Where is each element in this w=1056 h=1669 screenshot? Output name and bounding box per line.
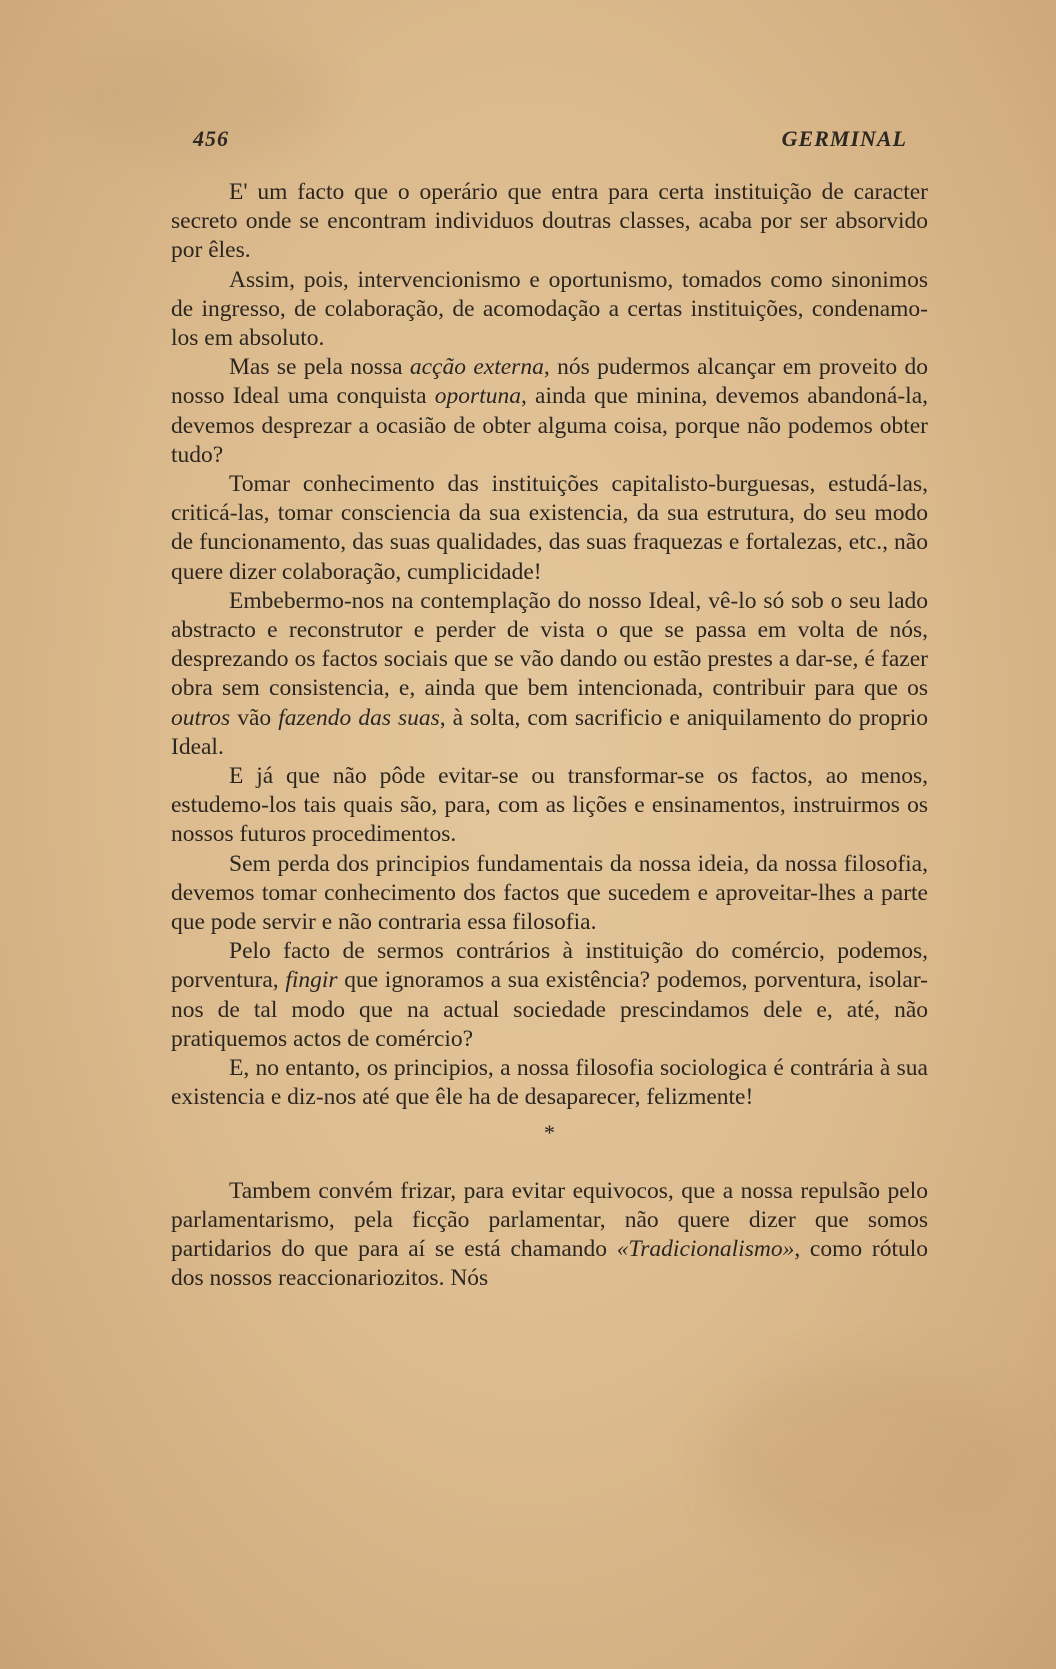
paragraph-7: Sem perda dos principios fundamentais da nossa ideia, da nossa filosofia, devemos tomar conhecimento dos factos que sucedem e aproveitar-lhes a parte que pode servir e não contraria essa filosofia.	[171, 850, 928, 936]
running-title: GERMINAL	[781, 126, 907, 151]
text-span: , à solta, com sacrificio e aniquilamento do proprio Ideal.	[171, 704, 928, 760]
text-span: vão	[230, 704, 279, 731]
paragraph-9: E, no entanto, os principios, a nossa filosofia sociologica é contrária à sua existencia e diz-nos até que êle ha de desaparecer, felizmente!	[171, 1055, 928, 1111]
paragraph-10	[171, 1177, 928, 1294]
italic-span: «Tradicionalismo»	[616, 1235, 795, 1262]
paragraph-8	[171, 937, 928, 1054]
text-span: que ignoramos a sua existência? podemos, porventura, isolar-nos de tal modo que na actual sociedade prescindamos dele e, até, não pratiquemos actos de comércio?	[171, 967, 928, 1052]
page-number: 456	[193, 126, 229, 151]
paragraph-4: Tomar conhecimento das instituições capitalisto-burguesas, estudá-las, criticá-las, tomar consciencia da sua existencia, da sua estrutura, do seu modo de funcionamento, das suas qualidades, das suas fraquezas e fortalezas, etc., não quere dizer colaboração, cumplicidade!	[171, 471, 928, 585]
paragraph-6: E já que não pôde evitar-se ou transformar-se os factos, ao menos, estudemo-los tais quais são, para, com as lições e ensinamentos, instruirmos os nossos futuros procedimentos.	[171, 763, 928, 848]
section-separator: *	[544, 1119, 555, 1145]
page-header	[193, 126, 907, 156]
paper-stain	[716, 1369, 1016, 1549]
text-span: , ainda que minina, devemos abandoná-la, devemos desprezar a ocasião de obter alguma coisa, porque não podemos obter tudo?	[171, 383, 929, 468]
text-span: Embebermo-nos na contemplação do nosso Ideal, vê-lo só sob o seu lado abstracto e reconstrutor e perder de vista o que se passa em volta de nós, desprezando os factos sociais que se vão dando ou estão prestes a dar-se, é fazer obra sem consistencia, e, ainda que bem intencionada, contribuir para que os	[171, 587, 928, 702]
text-span: Pelo facto de sermos contrários à instituição do comércio, podemos, porventura,	[171, 938, 928, 994]
italic-span: acção externa	[409, 354, 544, 381]
italic-span: outros	[171, 704, 231, 731]
text-span: , nós pudermos alcançar em proveito do nosso Ideal uma conquista	[171, 354, 928, 410]
paragraph-2: Assim, pois, intervencionismo e oportunismo, tomados como sinonimos de ingresso, de colaboração, de acomodação a certas instituições, condenamo-los em absoluto.	[171, 266, 928, 352]
text-span: Mas se pela nossa	[229, 354, 410, 381]
paragraph-5	[171, 587, 928, 762]
paragraph-3	[171, 353, 928, 470]
italic-span: oportuna	[434, 383, 521, 410]
body-text	[171, 178, 928, 1293]
text-span: Tambem convém frizar, para evitar equivocos, que a nossa repulsão pelo parlamentarismo, pela ficção parlamentar, não quere dizer que somos partidarios do que para aí se está chamando	[171, 1177, 928, 1262]
paragraph-1: E' um facto que o operário que entra para certa instituição de caracter secreto onde se encontram individuos doutras classes, acaba por ser absorvido por êles.	[171, 179, 928, 264]
text-span: , como rótulo dos nossos reaccionariozitos. Nós	[171, 1235, 928, 1292]
italic-span: fazendo das suas	[278, 704, 440, 731]
italic-span: fingir	[285, 967, 338, 994]
